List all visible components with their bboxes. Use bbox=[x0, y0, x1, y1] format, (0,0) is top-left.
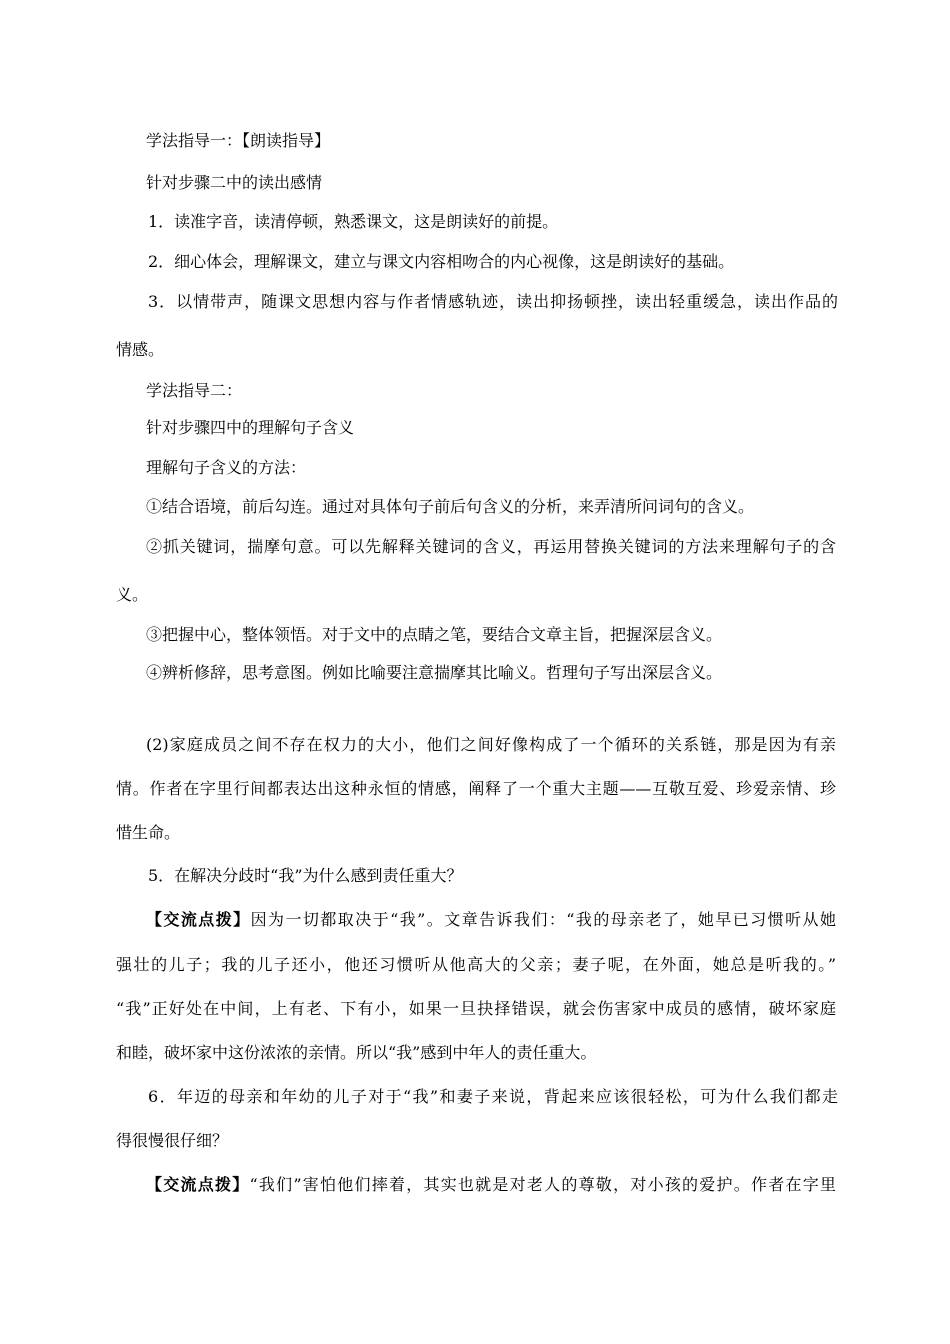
answer-5-line-4: 和睦，破坏家中这份浓浓的亲情。所以“我”感到中年人的责任重大。 bbox=[116, 1043, 597, 1062]
reading-tip-1: 1．读准字音，读清停顿，熟悉课文，这是朗读好的前提。 bbox=[148, 212, 559, 231]
answer-6-line-1 bbox=[146, 1175, 836, 1195]
method-2: ②抓关键词，揣摩句意。可以先解释关键词的含义，再运用替换关键词的方法来理解句子的含 bbox=[146, 537, 836, 556]
method-1: ①结合语境，前后勾连。通过对具体句子前后句含义的分析，来弄清所问词句的含义。 bbox=[146, 497, 755, 516]
section2-heading: 学法指导二： bbox=[146, 381, 243, 400]
para-2-line-1: (2)家庭成员之间不存在权力的大小，他们之间好像构成了一个循环的关系链，那是因为有亲 bbox=[146, 735, 836, 754]
answer-5-line-3: “我”正好处在中间，上有老、下有小，如果一旦抉择错误，就会伤害家中成员的感情，破坏家庭 bbox=[116, 999, 836, 1018]
method-4: ④辨析修辞，思考意图。例如比喻要注意揣摩其比喻义。哲理句子写出深层含义。 bbox=[146, 663, 723, 682]
section2-subheading: 针对步骤四中的理解句子含义 bbox=[146, 418, 355, 437]
answer-5-line-2: 强壮的儿子；我的儿子还小，他还习惯听从他高大的父亲；妻子呢，在外面，她总是听我的。” bbox=[116, 955, 836, 974]
section1-subheading: 针对步骤二中的读出感情 bbox=[146, 173, 323, 192]
para-2-line-2: 情。作者在字里行间都表达出这种永恒的情感，阐释了一个重大主题——互敬互爱、珍爱亲情、珍 bbox=[116, 779, 836, 798]
answer-5-text: 因为一切都取决于“我”。文章告诉我们：“我的母亲老了，她早已习惯听从她 bbox=[250, 910, 836, 929]
para-2-line-3: 惜生命。 bbox=[116, 823, 181, 842]
method-3: ③把握中心，整体领悟。对于文中的点睛之笔，要结合文章主旨，把握深层含义。 bbox=[146, 625, 723, 644]
question-6-line-2: 得很慢很仔细？ bbox=[116, 1131, 229, 1150]
reading-tip-3: 3．以情带声，随课文思想内容与作者情感轨迹，读出抑扬顿挫，读出轻重缓急，读出作品的 bbox=[148, 292, 838, 311]
section1-heading: 学法指导一：【朗读指导】 bbox=[146, 131, 331, 150]
reading-tip-2: 2．细心体会，理解课文，建立与课文内容相吻合的内心视像，这是朗读好的基础。 bbox=[148, 252, 735, 271]
answer-6-text: “我们”害怕他们摔着，其实也就是对老人的尊敬，对小孩的爱护。作者在字里 bbox=[249, 1175, 836, 1194]
answer-5-label: 【交流点拨】 bbox=[146, 910, 251, 929]
methods-title: 理解句子含义的方法： bbox=[146, 458, 307, 477]
question-5: 5．在解决分歧时“我”为什么感到责任重大？ bbox=[148, 866, 463, 885]
answer-5-line-1 bbox=[146, 910, 836, 930]
answer-6-label: 【交流点拨】 bbox=[146, 1175, 250, 1194]
question-6-line-1: 6．年迈的母亲和年幼的儿子对于“我”和妻子来说，背起来应该很轻松，可为什么我们都走 bbox=[148, 1087, 838, 1106]
method-2-cont: 义。 bbox=[116, 585, 149, 604]
reading-tip-3-cont: 情感。 bbox=[116, 340, 165, 359]
